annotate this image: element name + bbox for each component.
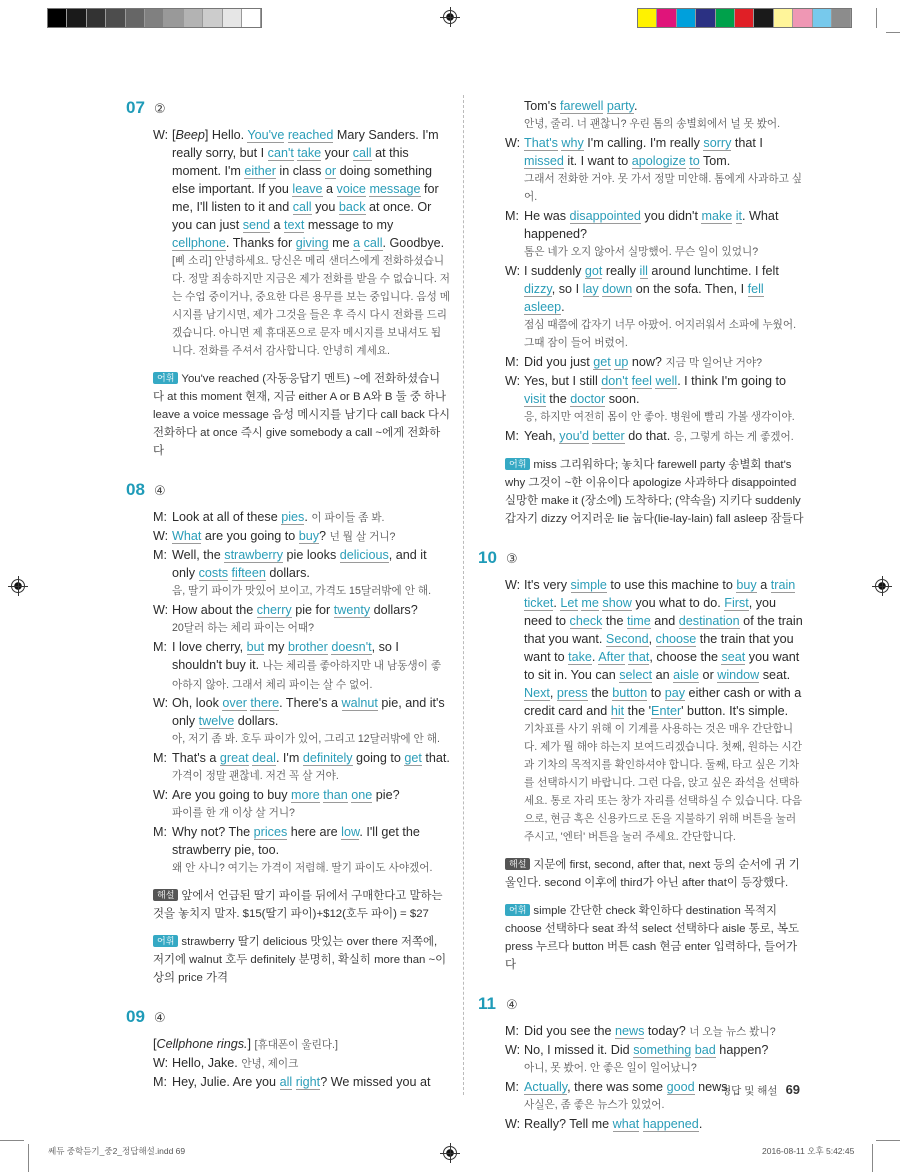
explanation-note: 해설 앞에서 언급된 딸기 파이를 뒤에서 구매한다고 말하는 것을 놓치지 말자. $15(딸기 파이)+$12(호두 파이) = $27 [153, 890, 443, 920]
dialogue-line: Tom's farewell party. [524, 99, 638, 113]
vocabulary-note: 어휘 strawberry 딸기 delicious 맛있는 over there 저쪽에, 저기에 walnut 호두 definitely 분명히, 확실히 more than ~이상의 price 가격 [153, 936, 447, 984]
highlighted-word: ill [639, 264, 648, 278]
answer-choice: ④ [506, 997, 518, 1012]
speaker-label: M: [505, 209, 519, 223]
section-header [126, 480, 451, 500]
highlighted-word: message [369, 182, 421, 196]
korean-translation: 사실은, 좀 좋은 뉴스가 있었어. [524, 1099, 665, 1111]
crop-mark [28, 1144, 29, 1172]
highlighted-word: bad [694, 1043, 716, 1057]
highlighted-word: over [222, 696, 247, 710]
dialogue-line: M: Look at all of these pies. 이 파이들 좀 봐. [153, 510, 385, 524]
answer-section [126, 1007, 451, 1091]
speaker-label: M: [153, 825, 167, 839]
registration-mark-icon [443, 1146, 457, 1160]
highlighted-word: What [172, 529, 202, 543]
highlighted-word: right [295, 1075, 321, 1089]
answer-section [478, 994, 805, 1133]
color-swatch [813, 9, 832, 27]
highlighted-word: disappointed [569, 209, 641, 223]
highlighted-word: take [568, 650, 592, 664]
highlighted-word: buy [736, 578, 757, 592]
crop-mark [872, 1144, 873, 1172]
color-swatch [184, 9, 203, 27]
highlighted-word: Enter [651, 704, 682, 718]
korean-translation: [삐 소리] 안녕하세요. 당신은 메리 샌더스에게 전화하셨습니다. 정말 죄송하지만 지금은 제가 전화를 받을 수 없습니다. 저는 수업 중이거나, 중요한 다른 용무를 보는 중입니다. 음성 메시지를 남기시면, 제가 그것을 들은 후 즉시 다시 전화를 드리겠습니다. 아니면 제 휴대폰으로 문자 메시지를 보내셔도 됩니다. 전화를 주셔서 감사합니다. 안녕히 계세요. [172, 255, 450, 357]
dialogue-line: W: I suddenly got really ill around lunchtime. I felt dizzy, so I lay down on the sofa. Then, I fell asleep. [505, 264, 779, 314]
dialogue-line: M: Why not? The prices here are low. I'll get the strawberry pie, too. [153, 825, 420, 857]
highlighted-word: Second [605, 632, 649, 646]
korean-translation: 이 파이들 좀 봐. [311, 512, 385, 524]
dialogue-line: W: What are you going to buy? 넌 뭘 살 거니? [153, 529, 396, 543]
highlighted-word: visit [524, 392, 546, 406]
speaker-label: W: [505, 578, 521, 592]
highlighted-word: definitely [302, 751, 353, 765]
question-number: 09 [126, 1007, 145, 1026]
highlighted-word: press [556, 686, 588, 700]
question-number: 08 [126, 480, 145, 499]
highlighted-word: good [666, 1080, 695, 1094]
cmyk-color-bar [637, 8, 852, 28]
speaker-label: W: [153, 1056, 169, 1070]
speaker-label: M: [505, 429, 519, 443]
answer-section [126, 480, 451, 987]
speaker-label: W: [153, 788, 169, 802]
answer-choice: ④ [154, 1010, 166, 1025]
dialogue-line: W: It's very simple to use this machine to buy a train ticket. Let me show you what to do. First, you need to check the time and destination of the train that you want. Second, choose the train that you want to take. After that, choose the seat you want to sit in. You can select an aisle or window seat. Next, press the button to pay either cash or with a credit card and hit the 'Enter' button. It's simple. [505, 578, 803, 718]
highlighted-word: more [291, 788, 320, 802]
dialogue-line: M: He was disappointed you didn't make it. What happened? [505, 209, 779, 241]
highlighted-word: sorry [703, 136, 732, 150]
highlighted-word: pies [281, 510, 305, 524]
color-swatch [145, 9, 164, 27]
registration-mark-icon [875, 579, 889, 593]
highlighted-word: down [602, 282, 633, 296]
color-swatch [48, 9, 67, 27]
highlighted-word: great [219, 751, 249, 765]
korean-translation: 넌 뭘 살 거니? [329, 531, 396, 543]
question-number: 10 [478, 548, 497, 567]
highlighted-word: me [581, 596, 599, 610]
korean-translation: 기차표를 사기 위해 이 기계를 사용하는 것은 매우 간단합니다. 제가 뭘 해야 하는지 보여드리겠습니다. 첫째, 원하는 시간과 기차의 목적지를 확인하셔야 합니다. 둘째, 타고 싶은 기차를 선택하시기 바랍니다. 그런 다음, 앉고 싶은 좌석을 선택하세요. 통로 자리 또는 창가 자리를 선택하실 수 있습니다. 다음으로, 현금 혹은 신용카드로 돈을 지불하기 위해 버튼을 눌러주시고, '엔터' 버튼을 눌러 주세요. 간단합니다. [524, 723, 802, 843]
page-number: 69 [785, 1082, 801, 1097]
color-swatch [832, 9, 851, 27]
color-swatch [735, 9, 754, 27]
color-swatch [638, 9, 657, 27]
highlighted-word: doctor [570, 392, 606, 406]
highlighted-word: You've [247, 128, 285, 142]
speaker-label: M: [153, 510, 167, 524]
highlighted-word: delicious [339, 548, 389, 562]
column-divider [463, 95, 464, 1095]
dialogue-line: M: Did you just get up now? 지금 막 일어난 거야? [505, 355, 763, 369]
korean-translation: 아니, 못 봤어. 안 좋은 일이 일어났니? [524, 1062, 697, 1074]
speaker-label: M: [505, 355, 519, 369]
highlighted-word: twelve [198, 714, 235, 728]
answer-section [126, 98, 451, 460]
highlighted-word: got [584, 264, 603, 278]
highlighted-word: it [735, 209, 743, 223]
speaker-label: M: [153, 640, 167, 654]
korean-translation: 응, 그렇게 하는 게 좋겠어. [673, 431, 794, 443]
highlighted-word: don't [601, 374, 629, 388]
highlighted-word: choose [655, 632, 697, 646]
highlighted-word: better [592, 429, 625, 443]
korean-translation: 아, 저기 좀 봐. 호두 파이가 있어, 그리고 12달러밖에 안 해. [172, 733, 440, 745]
question-number: 11 [478, 994, 496, 1013]
highlighted-word: show [602, 596, 632, 610]
korean-translation: 파이를 한 개 이상 살 거니? [172, 807, 295, 819]
highlighted-word: brother [287, 640, 328, 654]
section-header [478, 994, 805, 1014]
highlighted-word: First [724, 596, 749, 610]
dialogue-line: W: Yes, but I still don't feel well. I think I'm going to visit the doctor soon. [505, 374, 786, 406]
highlighted-word: well [655, 374, 678, 388]
korean-translation: 지금 막 일어난 거야? [665, 357, 763, 369]
speaker-label: W: [505, 374, 521, 388]
explanation-note: 해설 지문에 first, second, after that, next 등의 순서에 귀 기울인다. second 이후에 third가 아닌 after that이 등장했다. [505, 859, 800, 889]
dialogue-line: W: That's why I'm calling. I'm really sorry that I missed it. I want to apologize to Tom. [505, 136, 763, 168]
highlighted-word: farewell [560, 99, 604, 113]
grayscale-color-bar [47, 8, 262, 28]
speaker-label: W: [505, 136, 521, 150]
registration-mark-icon [443, 10, 457, 24]
highlighted-word: check [569, 614, 603, 628]
korean-translation: 너 오늘 뉴스 봤니? [689, 1026, 776, 1038]
speaker-label: W: [153, 128, 169, 142]
answer-section [478, 548, 805, 974]
highlighted-word: walnut [341, 696, 378, 710]
speaker-label: M: [153, 751, 167, 765]
highlighted-word: call [292, 200, 312, 214]
highlighted-word: or [324, 164, 337, 178]
speaker-label: W: [153, 696, 169, 710]
explanation-badge: 해설 [153, 889, 178, 901]
speaker-label: W: [153, 529, 169, 543]
highlighted-word: that [628, 650, 650, 664]
highlighted-word: Actually [524, 1080, 568, 1094]
highlighted-word: time [626, 614, 651, 628]
color-swatch [203, 9, 222, 27]
highlighted-word: leave [292, 182, 323, 196]
speaker-label: M: [505, 1024, 519, 1038]
stage-direction: Beep [175, 128, 205, 142]
dialogue-line: W: [Beep] Hello. You've reached Mary Sanders. I'm really sorry, but I can't take your call at this moment. I'm either in class or doing something else important. If you leave a voice message for me, I'll listen to it and call you back at once. Or you can just send a text message to my cellphone. Thanks for giving me a call. Goodbye. [153, 128, 445, 250]
highlighted-word: but [246, 640, 265, 654]
highlighted-word: text [284, 218, 305, 232]
korean-translation: 안녕, 줄리. 너 괜찮니? 우린 톰의 송별회에서 널 못 봤어. [524, 118, 781, 130]
vocab-badge: 어휘 [153, 372, 178, 384]
highlighted-word: dizzy [524, 282, 552, 296]
highlighted-word: there [250, 696, 280, 710]
color-swatch [774, 9, 793, 27]
highlighted-word: you'd [559, 429, 589, 443]
highlighted-word: all [279, 1075, 293, 1089]
dialogue-line: W: Hello, Jake. 안녕, 제이크 [153, 1056, 299, 1070]
highlighted-word: missed [524, 154, 564, 168]
highlighted-word: fifteen [231, 566, 266, 580]
highlighted-word: cherry [256, 603, 292, 617]
highlighted-word: party [606, 99, 634, 113]
korean-translation: 20달러 하는 체리 파이는 어때? [172, 622, 315, 634]
answer-choice: ④ [154, 483, 166, 498]
color-swatch [87, 9, 106, 27]
highlighted-word: asleep [524, 300, 562, 314]
speaker-label: W: [505, 264, 521, 278]
dialogue-line: M: Hey, Julie. Are you all right? We missed you at [153, 1075, 431, 1089]
stage-direction: Cellphone rings. [156, 1037, 248, 1051]
highlighted-word: doesn't [331, 640, 372, 654]
highlighted-word: aisle [673, 668, 700, 682]
vocab-badge: 어휘 [505, 904, 530, 916]
footer-section-label: 정답 및 해설 [721, 1085, 778, 1097]
highlighted-word: Let [560, 596, 578, 610]
korean-translation: 그래서 전화한 거야. 못 가서 정말 미안해. 톰에게 사과하고 싶어. [524, 173, 802, 203]
section-header [126, 1007, 451, 1027]
highlighted-word: apologize [631, 154, 686, 168]
highlighted-word: something [633, 1043, 692, 1057]
highlighted-word: button [612, 686, 648, 700]
color-swatch [164, 9, 183, 27]
color-swatch [793, 9, 812, 27]
color-swatch [754, 9, 773, 27]
dialogue-line: W: How about the cherry pie for twenty dollars? [153, 603, 418, 617]
explanation-badge: 해설 [505, 858, 530, 870]
highlighted-word: buy [298, 529, 320, 543]
color-swatch [716, 9, 735, 27]
vocabulary-note: 어휘 miss 그리워하다; 놓치다 farewell party 송별회 that's why 그것이 ~한 이유이다 apologize 사과하다 disappointed 실망한 make it (장소에) 도착하다; (약속을) 지키다 suddenly 갑자기 dizzy 어지러운 lie 눕다(lie-lay-lain) fall asleep 잠들다 [505, 459, 804, 525]
korean-translation: 응, 하지만 여전히 몸이 안 좋아. 병원에 빨리 가볼 생각이야. [524, 411, 795, 423]
color-swatch [223, 9, 242, 27]
highlighted-word: call [352, 146, 372, 160]
crop-mark [876, 8, 877, 28]
korean-translation: 점심 때쯤에 갑자기 너무 아팠어. 어지러워서 소파에 누웠어. 그때 잠이 들어 버렸어. [524, 319, 797, 349]
dialogue-line: W: Are you going to buy more than one pie? [153, 788, 400, 802]
dialogue-line: M: Well, the strawberry pie looks delicious, and it only costs fifteen dollars. [153, 548, 427, 580]
vocab-badge: 어휘 [153, 935, 178, 947]
highlighted-word: window [717, 668, 760, 682]
section-header [126, 98, 451, 118]
color-swatch [696, 9, 715, 27]
crop-mark [0, 1140, 24, 1141]
color-swatch [677, 9, 696, 27]
highlighted-word: low [341, 825, 360, 839]
color-swatch [126, 9, 145, 27]
highlighted-word: cellphone [172, 236, 226, 250]
highlighted-word: a [353, 236, 361, 250]
dialogue-line: M: Yeah, you'd better do that. 응, 그렇게 하는 게 좋겠어. [505, 429, 794, 443]
highlighted-word: than [323, 788, 348, 802]
answer-choice: ③ [506, 551, 518, 566]
color-swatch [67, 9, 86, 27]
korean-translation: 가격이 정말 괜찮네. 저건 꼭 살 거야. [172, 770, 339, 782]
highlighted-word: take [297, 146, 322, 160]
vocabulary-note: 어휘 You've reached (자동응답기 멘트) ~에 전화하셨습니다 at this moment 현재, 지금 either A or B A와 B 둘 중 하나 leave a voice message 음성 메시지를 남기다 call back 다시 전화하다 at once 즉시 give somebody a call ~에게 전화하다 [153, 373, 451, 457]
highlighted-word: hit [610, 704, 625, 718]
highlighted-word: to [689, 154, 700, 168]
color-swatch [106, 9, 125, 27]
crop-mark [886, 32, 900, 33]
speaker-label: W: [505, 1117, 521, 1131]
korean-translation: 안녕, 제이크 [241, 1058, 299, 1070]
highlighted-word: can't [267, 146, 294, 160]
speaker-label: M: [153, 1075, 167, 1089]
dialogue-line: M: Actually, there was some good news. [505, 1080, 732, 1094]
highlighted-word: train [770, 578, 796, 592]
color-swatch [242, 9, 261, 27]
korean-translation: 나는 체리를 좋아하지만 내 남동생이 좋아하지 않아. 그래서 체리 파이는 살 수 없어. [172, 660, 442, 691]
speaker-label: M: [153, 548, 167, 562]
highlighted-word: feel [631, 374, 652, 388]
answer-choice: ② [154, 101, 166, 116]
crop-mark [876, 1140, 900, 1141]
slug-date: 2016-08-11 오후 5:42:45 [762, 1146, 855, 1156]
highlighted-word: either [244, 164, 276, 178]
page-footer [721, 1082, 800, 1098]
dialogue-line: W: Really? Tell me what happened. [505, 1117, 703, 1131]
highlighted-word: voice [336, 182, 366, 196]
highlighted-word: make [701, 209, 733, 223]
speaker-label: W: [153, 603, 169, 617]
highlighted-word: lay [582, 282, 599, 296]
highlighted-word: call [363, 236, 383, 250]
highlighted-word: get [593, 355, 611, 369]
highlighted-word: one [351, 788, 373, 802]
highlighted-word: costs [198, 566, 229, 580]
dialogue-line: M: That's a great deal. I'm definitely going to get that. [153, 751, 450, 765]
highlighted-word: strawberry [224, 548, 284, 562]
korean-translation: [휴대폰이 울린다.] [254, 1039, 338, 1051]
highlighted-word: send [242, 218, 271, 232]
speaker-label: W: [505, 1043, 521, 1057]
question-number: 07 [126, 98, 145, 117]
highlighted-word: destination [678, 614, 740, 628]
highlighted-word: prices [253, 825, 288, 839]
highlighted-word: seat [721, 650, 746, 664]
highlighted-word: ticket [524, 596, 554, 610]
highlighted-word: news [615, 1024, 645, 1038]
dialogue-line: W: Oh, look over there. There's a walnut pie, and it's only twelve dollars. [153, 696, 445, 728]
highlighted-word: what [612, 1117, 640, 1131]
highlighted-word: fell [747, 282, 764, 296]
highlighted-word: simple [570, 578, 607, 592]
dialogue-line: W: No, I missed it. Did something bad happen? [505, 1043, 769, 1057]
highlighted-word: That's [524, 136, 558, 150]
vocab-badge: 어휘 [505, 458, 530, 470]
korean-translation: 왜 안 사니? 여기는 가격이 저렴해. 딸기 파이도 사야겠어. [172, 862, 433, 874]
highlighted-word: reached [287, 128, 334, 142]
section-header [478, 548, 805, 568]
speaker-label: M: [505, 1080, 519, 1094]
registration-mark-icon [11, 579, 25, 593]
highlighted-word: giving [295, 236, 329, 250]
highlighted-word: back [338, 200, 366, 214]
highlighted-word: select [619, 668, 653, 682]
color-swatch [657, 9, 676, 27]
highlighted-word: happened [642, 1117, 699, 1131]
korean-translation: 톰은 네가 오지 않아서 실망했어. 무슨 일이 있었니? [524, 246, 759, 258]
highlighted-word: up [614, 355, 629, 369]
stage-direction-line: [Cellphone rings.] [휴대폰이 울린다.] [153, 1037, 338, 1051]
korean-translation: 음, 딸기 파이가 맛있어 보이고, 가격도 15달러밖에 안 해. [172, 585, 432, 597]
highlighted-word: After [598, 650, 625, 664]
answer-section [505, 97, 805, 528]
dialogue-line: M: Did you see the news today? 너 오늘 뉴스 봤니? [505, 1024, 776, 1038]
vocabulary-note: 어휘 simple 간단한 check 확인하다 destination 목적지 choose 선택하다 seat 좌석 select 선택하다 aisle 통로, 복도 press 누르다 button 버튼 cash 현금 enter 입력하다, 들어가다 [505, 905, 799, 971]
highlighted-word: pay [664, 686, 686, 700]
highlighted-word: why [561, 136, 584, 150]
highlighted-word: twenty [333, 603, 371, 617]
highlighted-word: deal [252, 751, 276, 765]
dialogue-line: M: I love cherry, but my brother doesn't, so I shouldn't buy it. 나는 체리를 좋아하지만 내 남동생이 좋아하지 않아. 그래서 체리 파이는 살 수 없어. [153, 640, 442, 691]
highlighted-word: Next [524, 686, 550, 700]
slug-file-name: 쎄듀 중학듣기_중2_정답해설.indd 69 [48, 1146, 186, 1156]
highlighted-word: get [404, 751, 422, 765]
